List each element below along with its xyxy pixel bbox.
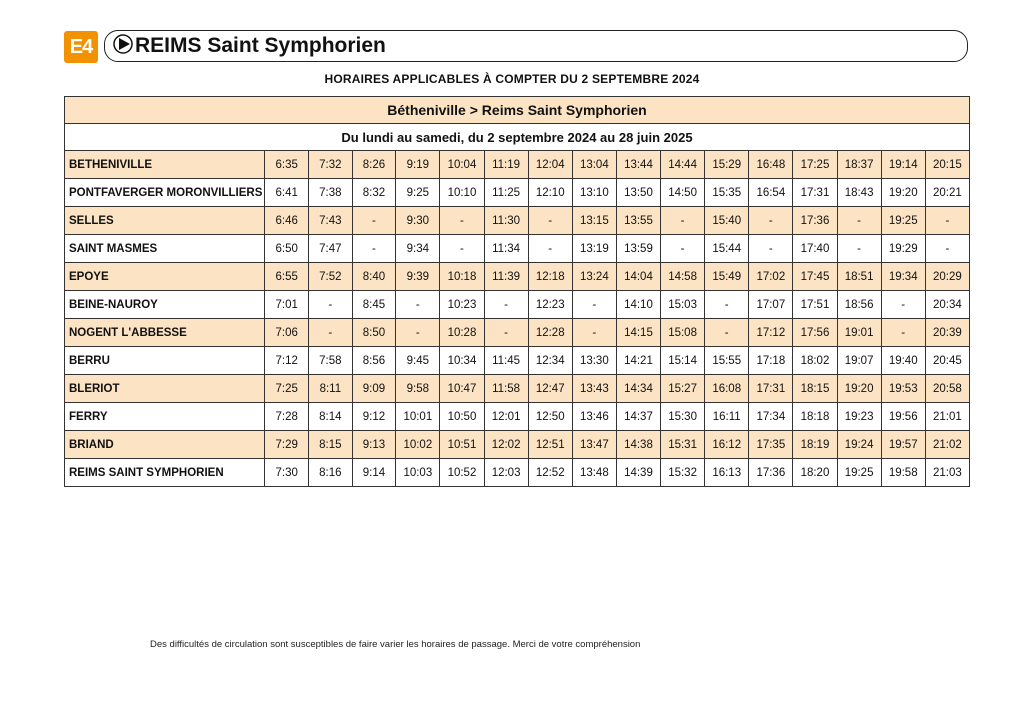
departure-time: 17:34 — [749, 403, 793, 431]
departure-time: - — [837, 207, 881, 235]
departure-time: 9:58 — [396, 375, 440, 403]
departure-time: - — [484, 319, 528, 347]
departure-time: 7:30 — [265, 459, 309, 487]
departure-time: 8:14 — [309, 403, 353, 431]
departure-time: 18:37 — [837, 151, 881, 179]
stop-name: BETHENIVILLE — [65, 151, 265, 179]
departure-time: 19:57 — [881, 431, 925, 459]
departure-time: - — [396, 291, 440, 319]
validity-subtitle: HORAIRES APPLICABLES À COMPTER DU 2 SEPTEMBRE 2024 — [324, 72, 700, 86]
departure-time: 12:52 — [528, 459, 572, 487]
departure-time: 14:50 — [661, 179, 705, 207]
table-row — [65, 263, 970, 291]
departure-time: 17:31 — [749, 375, 793, 403]
departure-time: 17:35 — [749, 431, 793, 459]
departure-time: 7:58 — [309, 347, 353, 375]
departure-time: 18:51 — [837, 263, 881, 291]
departure-time: - — [837, 235, 881, 263]
departure-time: 9:34 — [396, 235, 440, 263]
departure-time: 7:32 — [309, 151, 353, 179]
departure-time: 13:59 — [616, 235, 660, 263]
play-icon — [113, 34, 133, 54]
departure-time: 10:01 — [396, 403, 440, 431]
page-title: REIMS Saint Symphorien — [135, 34, 386, 57]
departure-time: 17:25 — [793, 151, 837, 179]
departure-time: 9:09 — [352, 375, 396, 403]
departure-time: 19:29 — [881, 235, 925, 263]
period-label: Du lundi au samedi, du 2 septembre 2024 au 28 juin 2025 — [65, 124, 970, 151]
departure-time: 14:44 — [661, 151, 705, 179]
departure-time: - — [309, 291, 353, 319]
departure-time: 8:16 — [309, 459, 353, 487]
stop-name: FERRY — [65, 403, 265, 431]
table-row — [65, 207, 970, 235]
departure-time: 19:24 — [837, 431, 881, 459]
departure-time: 20:29 — [925, 263, 969, 291]
departure-time: 8:45 — [352, 291, 396, 319]
departure-time: 15:40 — [705, 207, 749, 235]
period-row — [65, 124, 970, 151]
departure-time: 20:34 — [925, 291, 969, 319]
departure-time: 19:34 — [881, 263, 925, 291]
table-row — [65, 235, 970, 263]
departure-time: 6:41 — [265, 179, 309, 207]
departure-time: 10:03 — [396, 459, 440, 487]
departure-time: 10:50 — [440, 403, 484, 431]
departure-time: 10:02 — [396, 431, 440, 459]
departure-time: 11:39 — [484, 263, 528, 291]
departure-time: 18:43 — [837, 179, 881, 207]
departure-time: 17:07 — [749, 291, 793, 319]
departure-time: - — [572, 319, 616, 347]
departure-time: 17:18 — [749, 347, 793, 375]
departure-time: 20:45 — [925, 347, 969, 375]
departure-time: - — [528, 235, 572, 263]
table-row — [65, 319, 970, 347]
title-banner — [104, 30, 968, 62]
departure-time: 12:28 — [528, 319, 572, 347]
departure-time: 19:40 — [881, 347, 925, 375]
departure-time: 13:24 — [572, 263, 616, 291]
stop-name: BLERIOT — [65, 375, 265, 403]
departure-time: 13:44 — [616, 151, 660, 179]
departure-time: 18:20 — [793, 459, 837, 487]
departure-time: - — [572, 291, 616, 319]
departure-time: 6:50 — [265, 235, 309, 263]
departure-time: 15:35 — [705, 179, 749, 207]
departure-time: 11:19 — [484, 151, 528, 179]
route-label: Bétheniville > Reims Saint Symphorien — [65, 97, 970, 124]
departure-time: 8:40 — [352, 263, 396, 291]
departure-time: 9:45 — [396, 347, 440, 375]
departure-time: 14:39 — [616, 459, 660, 487]
departure-time: 19:23 — [837, 403, 881, 431]
stop-name: SELLES — [65, 207, 265, 235]
departure-time: 20:58 — [925, 375, 969, 403]
departure-time: - — [352, 235, 396, 263]
departure-time: 7:43 — [309, 207, 353, 235]
stop-name: PONTFAVERGER MORONVILLIERS — [65, 179, 265, 207]
departure-time: 13:55 — [616, 207, 660, 235]
departure-time: 15:32 — [661, 459, 705, 487]
departure-time: 8:32 — [352, 179, 396, 207]
departure-time: 7:01 — [265, 291, 309, 319]
departure-time: 6:46 — [265, 207, 309, 235]
departure-time: - — [925, 207, 969, 235]
table-row — [65, 431, 970, 459]
departure-time: 15:55 — [705, 347, 749, 375]
departure-time: 8:15 — [309, 431, 353, 459]
departure-time: - — [705, 319, 749, 347]
departure-time: 19:01 — [837, 319, 881, 347]
departure-time: 17:40 — [793, 235, 837, 263]
departure-time: 19:07 — [837, 347, 881, 375]
footer-note: Des difficultés de circulation sont susceptibles de faire varier les horaires de passage. Merci de votre compréhension — [150, 639, 641, 650]
departure-time: 19:58 — [881, 459, 925, 487]
departure-time: 14:21 — [616, 347, 660, 375]
departure-time: 11:34 — [484, 235, 528, 263]
departure-time: - — [440, 207, 484, 235]
stop-name: SAINT MASMES — [65, 235, 265, 263]
departure-time: 15:14 — [661, 347, 705, 375]
departure-time: 10:28 — [440, 319, 484, 347]
departure-time: 10:34 — [440, 347, 484, 375]
departure-time: 6:35 — [265, 151, 309, 179]
departure-time: 8:50 — [352, 319, 396, 347]
departure-time: - — [705, 291, 749, 319]
stop-name: EPOYE — [65, 263, 265, 291]
departure-time: 9:13 — [352, 431, 396, 459]
departure-time: 12:02 — [484, 431, 528, 459]
departure-time: 18:19 — [793, 431, 837, 459]
departure-time: 20:39 — [925, 319, 969, 347]
departure-time: 10:04 — [440, 151, 484, 179]
departure-time: 12:03 — [484, 459, 528, 487]
departure-time: - — [396, 319, 440, 347]
departure-time: 8:11 — [309, 375, 353, 403]
departure-time: 12:01 — [484, 403, 528, 431]
stop-name: BEINE-NAUROY — [65, 291, 265, 319]
departure-time: 20:21 — [925, 179, 969, 207]
departure-time: 7:06 — [265, 319, 309, 347]
departure-time: 10:52 — [440, 459, 484, 487]
departure-time: 19:25 — [881, 207, 925, 235]
departure-time: 12:04 — [528, 151, 572, 179]
departure-time: 13:48 — [572, 459, 616, 487]
route-header-row — [65, 97, 970, 124]
departure-time: 12:50 — [528, 403, 572, 431]
departure-time: 12:18 — [528, 263, 572, 291]
stop-name: BERRU — [65, 347, 265, 375]
departure-time: 7:47 — [309, 235, 353, 263]
stop-name: NOGENT L'ABBESSE — [65, 319, 265, 347]
departure-time: 11:45 — [484, 347, 528, 375]
departure-time: 16:12 — [705, 431, 749, 459]
table-row — [65, 459, 970, 487]
departure-time: 14:10 — [616, 291, 660, 319]
departure-time: 12:51 — [528, 431, 572, 459]
departure-time: 13:43 — [572, 375, 616, 403]
departure-time: - — [484, 291, 528, 319]
departure-time: 16:48 — [749, 151, 793, 179]
departure-time: 13:47 — [572, 431, 616, 459]
table-row — [65, 179, 970, 207]
departure-time: 13:50 — [616, 179, 660, 207]
departure-time: 19:20 — [881, 179, 925, 207]
table-row — [65, 403, 970, 431]
departure-time: 13:10 — [572, 179, 616, 207]
departure-time: 15:49 — [705, 263, 749, 291]
stop-name: BRIAND — [65, 431, 265, 459]
departure-time: 11:25 — [484, 179, 528, 207]
departure-time: 16:11 — [705, 403, 749, 431]
departure-time: 15:29 — [705, 151, 749, 179]
departure-time: 10:23 — [440, 291, 484, 319]
departure-time: 19:56 — [881, 403, 925, 431]
departure-time: 12:34 — [528, 347, 572, 375]
departure-time: 7:28 — [265, 403, 309, 431]
stop-name: REIMS SAINT SYMPHORIEN — [65, 459, 265, 487]
departure-time: 14:58 — [661, 263, 705, 291]
departure-time: 14:04 — [616, 263, 660, 291]
line-badge: E4 — [64, 31, 98, 63]
departure-time: 20:15 — [925, 151, 969, 179]
departure-time: 13:15 — [572, 207, 616, 235]
departure-time: 19:53 — [881, 375, 925, 403]
departure-time: 16:54 — [749, 179, 793, 207]
departure-time: 18:15 — [793, 375, 837, 403]
departure-time: 16:13 — [705, 459, 749, 487]
departure-time: 17:31 — [793, 179, 837, 207]
departure-time: - — [881, 319, 925, 347]
departure-time: 10:18 — [440, 263, 484, 291]
departure-time: 17:36 — [749, 459, 793, 487]
departure-time: 15:44 — [705, 235, 749, 263]
departure-time: 17:45 — [793, 263, 837, 291]
departure-time: 21:03 — [925, 459, 969, 487]
departure-time: 9:12 — [352, 403, 396, 431]
departure-time: 12:47 — [528, 375, 572, 403]
departure-time: 13:04 — [572, 151, 616, 179]
departure-time: 17:36 — [793, 207, 837, 235]
departure-time: 18:56 — [837, 291, 881, 319]
departure-time: 7:29 — [265, 431, 309, 459]
departure-time: 12:10 — [528, 179, 572, 207]
departure-time: 7:52 — [309, 263, 353, 291]
departure-time: - — [352, 207, 396, 235]
departure-time: 13:30 — [572, 347, 616, 375]
departure-time: 12:23 — [528, 291, 572, 319]
departure-time: - — [881, 291, 925, 319]
departure-time: - — [661, 207, 705, 235]
departure-time: 7:25 — [265, 375, 309, 403]
departure-time: 14:15 — [616, 319, 660, 347]
departure-time: 17:51 — [793, 291, 837, 319]
departure-time: 18:18 — [793, 403, 837, 431]
departure-time: 14:37 — [616, 403, 660, 431]
departure-time: - — [925, 235, 969, 263]
departure-time: 10:47 — [440, 375, 484, 403]
departure-time: 17:56 — [793, 319, 837, 347]
departure-time: 18:02 — [793, 347, 837, 375]
departure-time: 16:08 — [705, 375, 749, 403]
departure-time: 11:30 — [484, 207, 528, 235]
departure-time: 13:19 — [572, 235, 616, 263]
departure-time: 17:02 — [749, 263, 793, 291]
departure-time: - — [749, 207, 793, 235]
table-row — [65, 375, 970, 403]
table-row — [65, 291, 970, 319]
table-row — [65, 151, 970, 179]
departure-time: 9:39 — [396, 263, 440, 291]
departure-time: 21:02 — [925, 431, 969, 459]
departure-time: 19:20 — [837, 375, 881, 403]
table-row — [65, 347, 970, 375]
departure-time: 8:56 — [352, 347, 396, 375]
departure-time: 14:38 — [616, 431, 660, 459]
departure-time: 21:01 — [925, 403, 969, 431]
departure-time: 9:14 — [352, 459, 396, 487]
departure-time: 13:46 — [572, 403, 616, 431]
departure-time: 11:58 — [484, 375, 528, 403]
departure-time: 9:25 — [396, 179, 440, 207]
departure-time: 10:51 — [440, 431, 484, 459]
departure-time: - — [749, 235, 793, 263]
timetable — [64, 96, 970, 487]
departure-time: 7:12 — [265, 347, 309, 375]
departure-time: 15:30 — [661, 403, 705, 431]
departure-time: - — [661, 235, 705, 263]
departure-time: 10:10 — [440, 179, 484, 207]
departure-time: 9:19 — [396, 151, 440, 179]
departure-time: - — [440, 235, 484, 263]
departure-time: 15:08 — [661, 319, 705, 347]
departure-time: - — [309, 319, 353, 347]
departure-time: 15:03 — [661, 291, 705, 319]
departure-time: 8:26 — [352, 151, 396, 179]
departure-time: 19:14 — [881, 151, 925, 179]
departure-time: - — [528, 207, 572, 235]
departure-time: 9:30 — [396, 207, 440, 235]
departure-time: 6:55 — [265, 263, 309, 291]
departure-time: 14:34 — [616, 375, 660, 403]
departure-time: 19:25 — [837, 459, 881, 487]
departure-time: 17:12 — [749, 319, 793, 347]
departure-time: 15:27 — [661, 375, 705, 403]
departure-time: 7:38 — [309, 179, 353, 207]
departure-time: 15:31 — [661, 431, 705, 459]
